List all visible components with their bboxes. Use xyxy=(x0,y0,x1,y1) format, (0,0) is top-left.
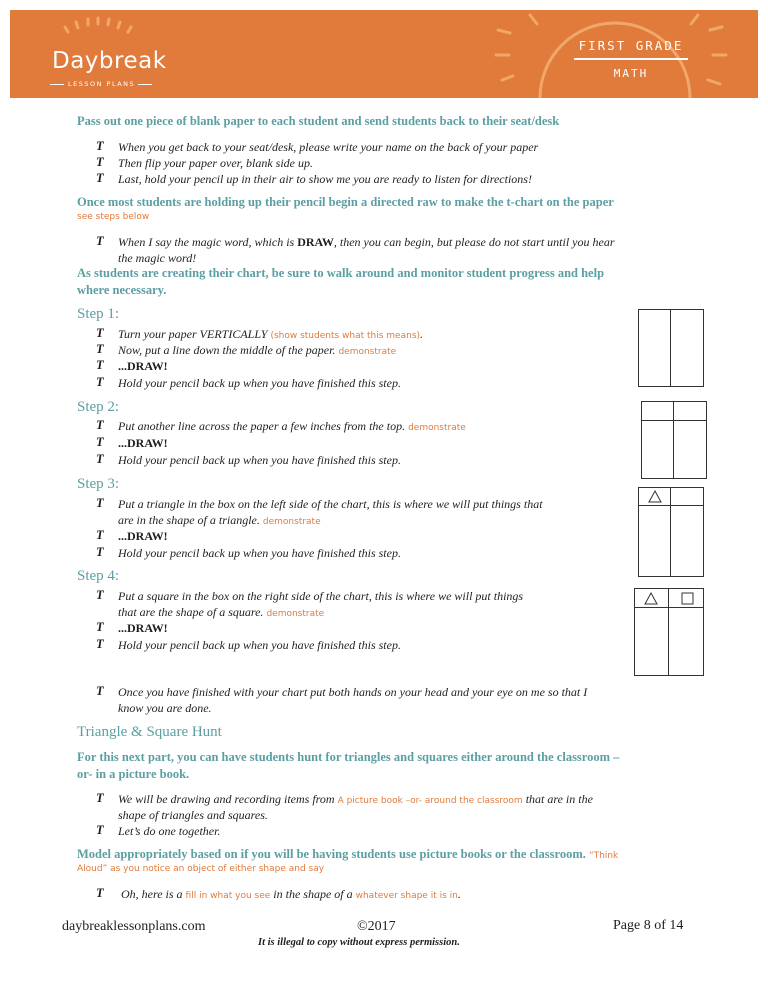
step-4-title: Step 4: xyxy=(77,568,120,584)
step-2-text-1: Put another line across the paper a few inches from the top. xyxy=(118,419,406,433)
step-2-draw: ...DRAW! xyxy=(118,436,168,450)
step-4-text-1b: that are the shape of a square. xyxy=(118,605,264,619)
final-line-a: Once you have finished with your chart put both hands on your head and your eye on me so that I xyxy=(118,685,588,699)
step-4-draw: ...DRAW! xyxy=(118,621,168,635)
t-marker: T xyxy=(96,171,104,185)
chart-horizontal-line xyxy=(639,505,703,506)
step-2-note-1: demonstrate xyxy=(408,423,466,433)
intro-note: see steps below xyxy=(77,212,150,222)
t-marker: T xyxy=(96,496,104,510)
step-3-text-1b: are in the shape of a triangle. xyxy=(118,513,260,527)
step-4-line-3: Hold your pencil back up when you have finished this step. xyxy=(118,638,401,652)
logo-text: Daybreak xyxy=(52,48,167,74)
step-1-note-1: (show students what this means) xyxy=(270,331,421,341)
t-marker: T xyxy=(96,823,104,837)
t-marker: T xyxy=(96,139,104,153)
monitor-heading-b: where necessary. xyxy=(77,283,167,297)
chart-vertical-line xyxy=(673,402,674,478)
hunt-last-a: Oh, here is a xyxy=(121,887,186,901)
t-chart-step-2 xyxy=(641,401,707,479)
monitor-heading-a: As students are creating their chart, be sure to walk around and monitor student progress and help xyxy=(77,266,605,280)
logo-divider xyxy=(138,84,152,85)
hunt-text-1b: that are in the xyxy=(522,792,593,806)
step-4-note-1: demonstrate xyxy=(266,609,325,619)
step-1-note-2: demonstrate xyxy=(338,347,397,357)
model-text: Model appropriately based on if you will be having students use picture books or the classroom. xyxy=(77,847,586,861)
step-3-line-3: Hold your pencil back up when you have finished this step. xyxy=(118,546,401,560)
t-chart-step-4 xyxy=(634,588,704,676)
t-marker: T xyxy=(96,342,104,356)
final-line-b: know you are done. xyxy=(118,701,212,715)
t-marker: T xyxy=(96,545,104,559)
footer-notice: It is illegal to copy without express permission. xyxy=(258,937,460,948)
grade-box xyxy=(566,38,696,80)
model-note-a: “Think xyxy=(588,851,619,861)
hunt-last-note-2: whatever shape it is in xyxy=(355,891,458,901)
step-3-line-1: Put a triangle in the box on the left side of the chart, this is where we will put things that xyxy=(118,497,543,511)
magic-word-line xyxy=(118,234,615,250)
t-marker: T xyxy=(96,684,104,698)
hunt-intro-a: For this next part, you can have students hunt for triangles and squares either around the classroom – xyxy=(77,750,620,764)
header-banner xyxy=(10,10,758,98)
t-marker: T xyxy=(96,452,104,466)
hunt-last-b: in the shape of a xyxy=(270,887,356,901)
hunt-note-1: A picture book –or- around the classroom xyxy=(337,796,523,806)
hunt-last-c: . xyxy=(457,887,461,901)
hunt-intro-b: or- in a picture book. xyxy=(77,767,190,781)
step-1-line-1: Turn your paper VERTICALLY (show students what this means). xyxy=(118,327,424,341)
chart-horizontal-line xyxy=(635,607,703,608)
intro-line-2: Then flip your paper over, blank side up. xyxy=(118,156,313,170)
t-marker: T xyxy=(96,528,104,542)
hunt-line-2: Let’s do one together. xyxy=(118,824,221,838)
step-1-text-1: Turn your paper VERTICALLY xyxy=(118,327,268,341)
step-1-title: Step 1: xyxy=(77,306,120,322)
magic-word-line-2: the magic word! xyxy=(118,251,197,265)
t-marker: T xyxy=(96,791,104,805)
hunt-line-1c: shape of triangles and squares. xyxy=(118,808,268,822)
footer-site: daybreaklessonplans.com xyxy=(62,919,206,934)
t-marker: T xyxy=(96,620,104,634)
step-2-line-1 xyxy=(118,418,466,436)
square-icon xyxy=(681,592,694,605)
magic-text-b: , then you can begin, but please do not start until you hear xyxy=(333,235,615,249)
hunt-text-1a: We will be drawing and recording items from xyxy=(118,792,338,806)
t-marker: T xyxy=(96,435,104,449)
hunt-last-note-1: fill in what you see xyxy=(185,891,271,901)
t-marker: T xyxy=(96,234,104,248)
t-marker: T xyxy=(96,886,104,900)
t-marker: T xyxy=(96,637,104,651)
logo-subtitle: LESSON PLANS xyxy=(68,80,136,88)
chart-vertical-line xyxy=(668,589,669,675)
step-1-line-4: Hold your pencil back up when you have finished this step. xyxy=(118,376,401,390)
magic-text-a: When I say the magic word, which is xyxy=(118,235,298,249)
t-marker: T xyxy=(96,588,104,602)
step-2-line-3: Hold your pencil back up when you have finished this step. xyxy=(118,453,401,467)
step-3-draw: ...DRAW! xyxy=(118,529,168,543)
magic-word: DRAW xyxy=(297,235,334,249)
step-4-line-1: Put a square in the box on the right side of the chart, this is where we will put things xyxy=(118,589,524,603)
t-marker: T xyxy=(96,375,104,389)
intro-line-3: Last, hold your pencil up in their air to show me you are ready to listen for directions! xyxy=(118,172,532,186)
step-3-title: Step 3: xyxy=(77,476,120,492)
footer-copyright: ©2017 xyxy=(357,919,396,934)
hunt-title: Triangle & Square Hunt xyxy=(77,724,222,740)
intro-line-1: When you get back to your seat/desk, please write your name on the back of your paper xyxy=(118,140,539,154)
step-1-text-2: Now, put a line down the middle of the paper. xyxy=(118,343,336,357)
step-1-draw: ...DRAW! xyxy=(118,359,168,373)
intro-heading: Pass out one piece of blank paper to each student and send students back to their seat/desk xyxy=(77,114,560,128)
t-chart-step-3 xyxy=(638,487,704,577)
grade-label: FIRST GRADE xyxy=(578,38,684,53)
t-marker: T xyxy=(96,358,104,372)
triangle-icon xyxy=(648,490,662,503)
step-2-title: Step 2: xyxy=(77,399,120,415)
logo-divider xyxy=(50,84,64,85)
t-chart-step-1 xyxy=(638,309,704,387)
t-marker: T xyxy=(96,418,104,432)
model-note-b: Aloud” as you notice an object of either shape and say xyxy=(77,864,325,874)
chart-horizontal-line xyxy=(642,420,706,421)
triangle-icon xyxy=(644,592,658,605)
hunt-last-line xyxy=(121,886,461,904)
grade-rule xyxy=(574,58,688,60)
chart-vertical-line xyxy=(670,310,671,386)
step-3-note-1: demonstrate xyxy=(262,517,321,527)
t-marker: T xyxy=(96,155,104,169)
intro-heading-2: Once most students are holding up their pencil begin a directed raw to make the t-chart on the paper xyxy=(77,195,614,209)
chart-vertical-line xyxy=(670,488,671,576)
model-line xyxy=(77,846,618,865)
footer-page-number: Page 8 of 14 xyxy=(613,918,684,933)
subject-label: MATH xyxy=(613,67,649,80)
t-marker: T xyxy=(96,326,104,340)
